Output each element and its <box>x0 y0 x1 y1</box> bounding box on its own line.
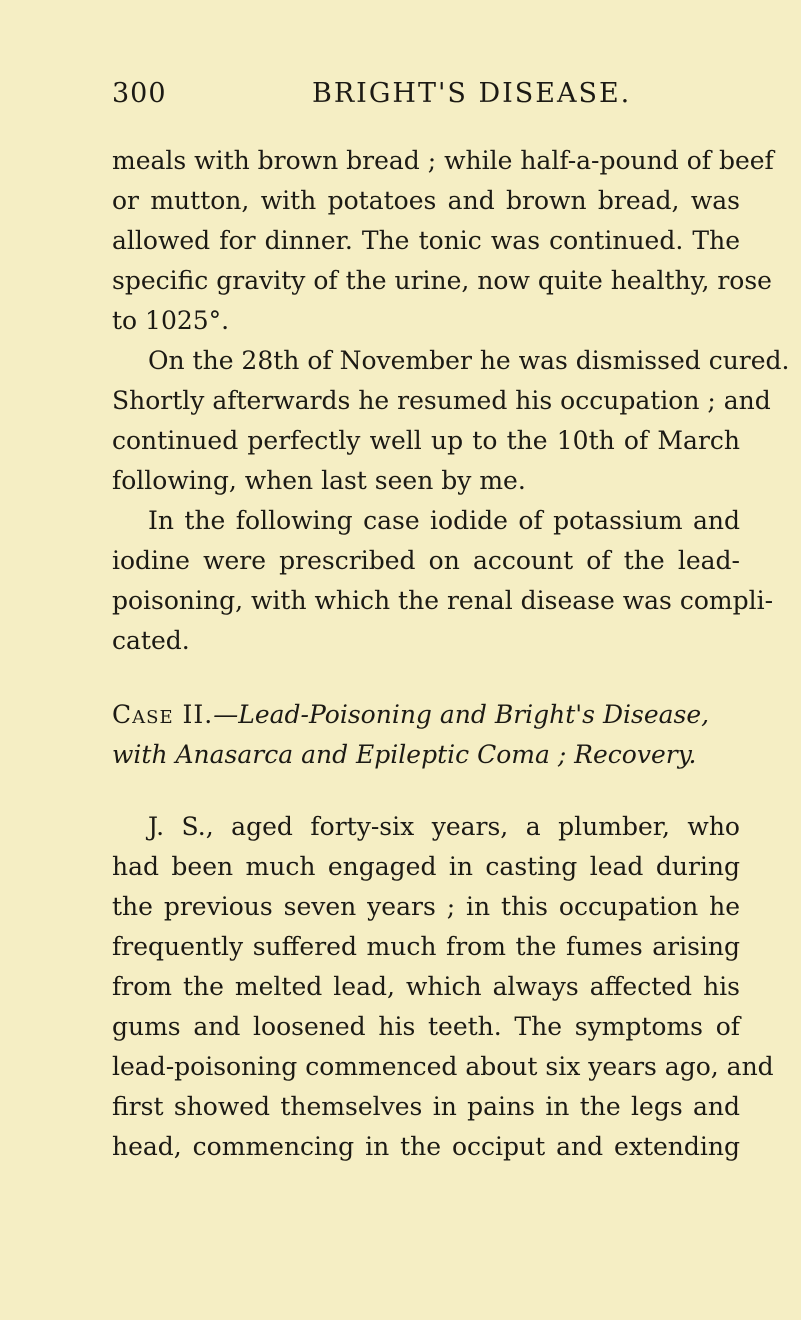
case-heading-line2: with Anasarca and Epileptic Coma ; Recovery. <box>112 740 697 769</box>
text-line: first showed themselves in pains in the legs and <box>112 1092 740 1121</box>
case-title-part1: —Lead-Poisoning and Bright's Disease, <box>213 700 710 729</box>
text-line: to 1025°. <box>112 306 230 335</box>
case-label: Case II. <box>112 700 214 729</box>
running-title: BRIGHT'S DISEASE. <box>312 78 632 109</box>
text-line: specific gravity of the urine, now quite healthy, rose <box>112 266 772 295</box>
case-heading-line1 <box>112 695 740 735</box>
text-line: or mutton, with potatoes and brown bread, was <box>112 186 740 215</box>
text-line: the previous seven years ; in this occupation he <box>112 892 740 921</box>
text-line: gums and loosened his teeth. The symptoms of <box>112 1012 740 1041</box>
text-line: J. S., aged forty-six years, a plumber, who <box>148 812 740 841</box>
text-line: had been much engaged in casting lead during <box>112 852 740 881</box>
text-line: allowed for dinner. The tonic was continued. The <box>112 226 740 255</box>
text-line: meals with brown bread ; while half-a-pound of beef <box>112 146 774 175</box>
text-line: poisoning, with which the renal disease was compli- <box>112 586 774 615</box>
text-line: lead-poisoning commenced about six years ago, and <box>112 1052 774 1081</box>
page-header <box>112 78 742 118</box>
text-line: frequently suffered much from the fumes arising <box>112 932 740 961</box>
text-line: cated. <box>112 626 190 655</box>
text-line: iodine were prescribed on account of the lead- <box>112 546 740 575</box>
text-line: continued perfectly well up to the 10th of March <box>112 426 740 455</box>
text-line: On the 28th of November he was dismissed cured. <box>148 346 790 375</box>
text-line: Shortly afterwards he resumed his occupation ; and <box>112 386 771 415</box>
text-line: head, commencing in the occiput and extending <box>112 1132 740 1161</box>
page-number: 300 <box>112 78 167 109</box>
text-line: following, when last seen by me. <box>112 466 526 495</box>
text-line: from the melted lead, which always affected his <box>112 972 740 1001</box>
text-line: In the following case iodide of potassium and <box>148 506 740 535</box>
